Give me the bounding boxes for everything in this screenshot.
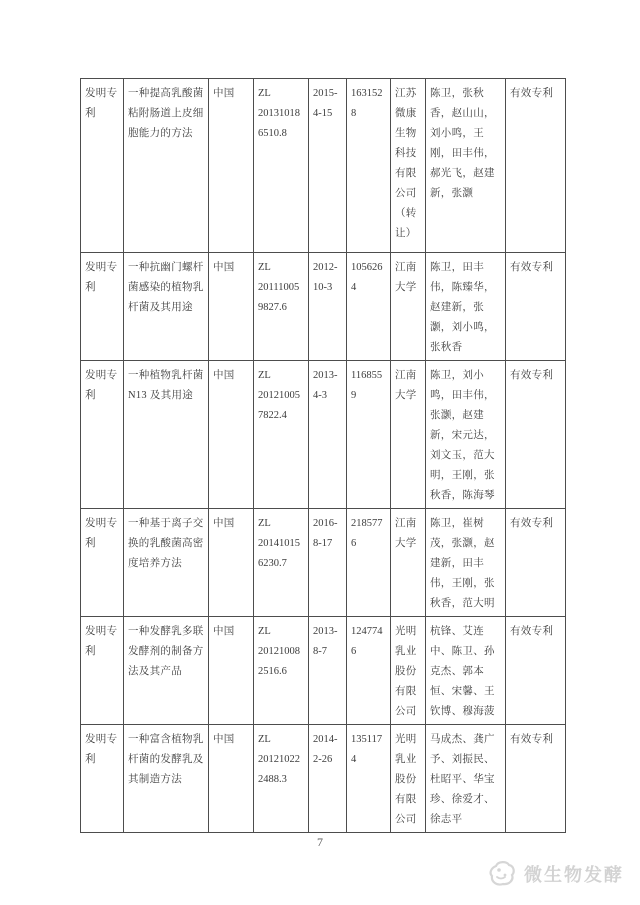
microbe-icon — [487, 860, 517, 887]
cell-title: 一种发酵乳多联发酵剂的制备方法及其产品 — [124, 617, 209, 725]
cell-type: 发明专利 — [81, 79, 124, 253]
cell-patent-no: ZL 20121022 2488.3 — [254, 725, 309, 833]
cell-inventors: 陈卫，崔树茂，张灏，赵建新，田丰伟，王刚，张秋香，范大明 — [426, 509, 506, 617]
table-row — [81, 253, 566, 361]
patent-table — [80, 78, 566, 833]
page-number: 7 — [317, 835, 323, 849]
cell-grant-date: 2014-2-26 — [309, 725, 347, 833]
table-row — [81, 725, 566, 833]
cell-grant-date: 2013-8-7 — [309, 617, 347, 725]
cell-country: 中国 — [209, 253, 254, 361]
cell-status: 有效专利 — [506, 253, 566, 361]
cell-grant-no: 2185776 — [347, 509, 391, 617]
cell-assignee: 光明乳业股份有限公司 — [391, 725, 426, 833]
table-row — [81, 361, 566, 509]
cell-inventors: 马成杰、龚广予、刘振民、杜昭平、华宝珍、徐爱才、徐志平 — [426, 725, 506, 833]
cell-status: 有效专利 — [506, 361, 566, 509]
cell-assignee: 光明乳业股份有限公司 — [391, 617, 426, 725]
cell-type: 发明专利 — [81, 617, 124, 725]
cell-status: 有效专利 — [506, 509, 566, 617]
cell-title: 一种基于离子交换的乳酸菌高密度培养方法 — [124, 509, 209, 617]
cell-grant-date: 2012-10-3 — [309, 253, 347, 361]
cell-country: 中国 — [209, 361, 254, 509]
cell-patent-no: ZL 20141015 6230.7 — [254, 509, 309, 617]
cell-grant-no: 1631528 — [347, 79, 391, 253]
cell-patent-no: ZL 20121008 2516.6 — [254, 617, 309, 725]
cell-grant-date: 2013-4-3 — [309, 361, 347, 509]
cell-inventors: 陈卫，刘小鸣，田丰伟，张灏，赵建新，宋元达，刘文玉，范大明，王刚，张秋香，陈海琴 — [426, 361, 506, 509]
cell-grant-no: 1351174 — [347, 725, 391, 833]
cell-country: 中国 — [209, 725, 254, 833]
cell-country: 中国 — [209, 79, 254, 253]
cell-type: 发明专利 — [81, 253, 124, 361]
cell-inventors: 杭锋、艾连中、陈卫、孙克杰、郭本恒、宋馨、王钦博、穆海菠 — [426, 617, 506, 725]
watermark-text: 微生物发酵 — [524, 864, 624, 885]
table-row — [81, 617, 566, 725]
cell-assignee: 江苏微康生物科技有限公司（转让） — [391, 79, 426, 253]
cell-title: 一种富含植物乳杆菌的发酵乳及其制造方法 — [124, 725, 209, 833]
cell-assignee: 江南大学 — [391, 253, 426, 361]
cell-inventors: 陈卫，张秋香，赵山山，刘小鸣，王刚，田丰伟，郝光飞，赵建新，张灏 — [426, 79, 506, 253]
cell-grant-no: 1168559 — [347, 361, 391, 509]
watermark — [487, 860, 624, 887]
cell-status: 有效专利 — [506, 79, 566, 253]
cell-grant-no: 1056264 — [347, 253, 391, 361]
cell-type: 发明专利 — [81, 509, 124, 617]
cell-type: 发明专利 — [81, 725, 124, 833]
cell-grant-no: 1247746 — [347, 617, 391, 725]
cell-title: 一种提高乳酸菌粘附肠道上皮细胞能力的方法 — [124, 79, 209, 253]
cell-title: 一种抗幽门螺杆菌感染的植物乳杆菌及其用途 — [124, 253, 209, 361]
cell-status: 有效专利 — [506, 725, 566, 833]
cell-type: 发明专利 — [81, 361, 124, 509]
cell-grant-date: 2015-4-15 — [309, 79, 347, 253]
cell-assignee: 江南大学 — [391, 509, 426, 617]
cell-country: 中国 — [209, 509, 254, 617]
cell-status: 有效专利 — [506, 617, 566, 725]
cell-country: 中国 — [209, 617, 254, 725]
cell-title: 一种植物乳杆菌 N13 及其用途 — [124, 361, 209, 509]
cell-patent-no: ZL 20111005 9827.6 — [254, 253, 309, 361]
cell-inventors: 陈卫，田丰伟，陈臻华，赵建新，张灏，刘小鸣，张秋香 — [426, 253, 506, 361]
cell-patent-no: ZL 20121005 7822.4 — [254, 361, 309, 509]
cell-grant-date: 2016-8-17 — [309, 509, 347, 617]
table-row — [81, 509, 566, 617]
cell-assignee: 江南大学 — [391, 361, 426, 509]
cell-patent-no: ZL 20131018 6510.8 — [254, 79, 309, 253]
table-row — [81, 79, 566, 253]
